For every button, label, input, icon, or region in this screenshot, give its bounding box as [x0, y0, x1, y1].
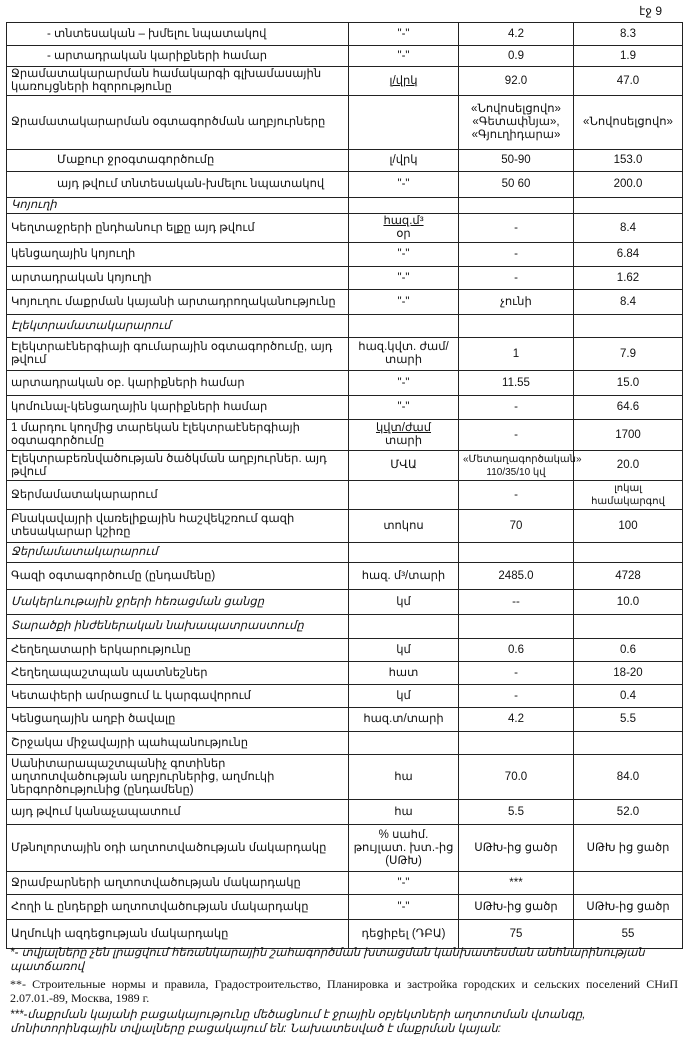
table-row [7, 290, 683, 315]
indicator-name: կենցաղային կոյուղի [7, 243, 349, 267]
footnote-1: *- տվյալները չեն լրացվում հեռանկարային շահագործման խտացման կանխատեսման անհնարինության պատճառով [10, 947, 645, 973]
indicator-name: Տարածքի ինժեներական նախապատրաստումը [7, 615, 349, 639]
existing-value: 1 [459, 338, 574, 371]
projected-value: 64.6 [574, 396, 683, 420]
indicator-name: Կոյուղի [7, 198, 349, 214]
table-row [7, 872, 683, 895]
indicator-name: Մակերևութային ջրերի հեռացման ցանցը [7, 590, 349, 615]
existing-value [459, 315, 574, 338]
unit-cell [349, 481, 459, 510]
footnotes [10, 946, 678, 1039]
projected-value: 8.4 [574, 290, 683, 315]
table-row [7, 920, 683, 949]
indicator-name: Հեղեղատարի երկարությունը [7, 639, 349, 662]
table-row [7, 172, 683, 198]
table-row [7, 685, 683, 708]
projected-value: 200.0 [574, 172, 683, 198]
indicator-name: Հեղեղապաշտպան պատնեշներ [7, 662, 349, 685]
indicator-name: Շրջակա միջավայրի պահպանությունը [7, 732, 349, 755]
projected-value: «Նովոսելցովո» [574, 96, 683, 150]
table-row [7, 615, 683, 639]
table-row [7, 46, 683, 67]
existing-value: ՍԹԽ-ից ցածր [459, 895, 574, 920]
unit-cell: "-" [349, 46, 459, 67]
table-row [7, 420, 683, 451]
indicator-name: Կեղտաջրերի ընդհանուր ելքը այդ թվում [7, 214, 349, 243]
existing-value: - [459, 685, 574, 708]
unit-cell: լ/վրկ [349, 150, 459, 172]
projected-value: ՍԹԽ-ից ցածր [574, 895, 683, 920]
projected-value: 55 [574, 920, 683, 949]
table-row [7, 150, 683, 172]
projected-value: 5.5 [574, 708, 683, 732]
indicator-name: Հողի և ընդերքի աղտոտվածության մակարդակը [7, 895, 349, 920]
indicator-name: Կոյուղու մաքրման կայանի արտադրողականությունը [7, 290, 349, 315]
table-row [7, 243, 683, 267]
projected-value: 153.0 [574, 150, 683, 172]
unit-cell [349, 615, 459, 639]
existing-value: - [459, 662, 574, 685]
indicator-name: արտադրական կոյուղի [7, 267, 349, 290]
existing-value: «Մետաղագործական» 110/35/10 կվ [459, 451, 574, 481]
existing-value: - [459, 420, 574, 451]
table-row [7, 338, 683, 371]
existing-value: 92.0 [459, 67, 574, 96]
projected-value: 1.62 [574, 267, 683, 290]
indicator-name: Մաքուր ջրօգտագործումը [7, 150, 349, 172]
unit-cell: հա [349, 755, 459, 800]
table-row [7, 662, 683, 685]
table-row [7, 23, 683, 46]
table-row [7, 198, 683, 214]
indicator-name: - արտադրական կարիքների համար [7, 46, 349, 67]
table-row [7, 590, 683, 615]
table-row [7, 371, 683, 396]
unit-cell: "-" [349, 243, 459, 267]
existing-value: - [459, 214, 574, 243]
projected-value [574, 198, 683, 214]
projected-value: 15.0 [574, 371, 683, 396]
existing-value: 2485.0 [459, 563, 574, 590]
indicator-name: Ջրամբարների աղտոտվածության մակարդակը [7, 872, 349, 895]
existing-value: 50 60 [459, 172, 574, 198]
unit-cell [349, 315, 459, 338]
indicators-table [6, 22, 683, 949]
existing-value: 70 [459, 510, 574, 543]
indicator-name: Մթնոլորտային օդի աղտոտվածության մակարդակը [7, 825, 349, 872]
table-row [7, 825, 683, 872]
indicator-name: 1 մարդու կողմից տարեկան էլեկտրաէներգիայի օգտագործումը [7, 420, 349, 451]
projected-value: 8.3 [574, 23, 683, 46]
existing-value: - [459, 481, 574, 510]
unit-cell [349, 214, 459, 243]
existing-value [459, 543, 574, 563]
projected-value: 8.4 [574, 214, 683, 243]
table-row [7, 732, 683, 755]
unit-cell [349, 198, 459, 214]
indicator-name: կոմունալ-կենցաղային կարիքների համար [7, 396, 349, 420]
unit-cell [349, 543, 459, 563]
existing-value: -- [459, 590, 574, 615]
indicator-name: Աղմուկի ազդեցության մակարդակը [7, 920, 349, 949]
projected-value [574, 615, 683, 639]
existing-value: ՍԹԽ-ից ցածր [459, 825, 574, 872]
table-row [7, 755, 683, 800]
unit-cell: կմ [349, 639, 459, 662]
unit-denominator: օր [396, 228, 411, 240]
projected-value: 20.0 [574, 451, 683, 481]
indicator-name: արտադրական օբ. կարիքների համար [7, 371, 349, 396]
existing-value: 50-90 [459, 150, 574, 172]
unit-cell: ՄՎԱ [349, 451, 459, 481]
table-row [7, 563, 683, 590]
footnote-3: ***-մաքրման կայանի բացակայությունը մեծացնում է ջրային օբյեկտների աղտոտման վտանգը, մոնիտորինգային տվյալները բացակայում են: Նախատեսված է մաքրման կայան: [10, 1009, 586, 1035]
table-row [7, 96, 683, 150]
projected-value [574, 872, 683, 895]
projected-value: 1700 [574, 420, 683, 451]
unit-cell: "-" [349, 23, 459, 46]
indicator-name: Սանիտարապաշտպանիչ գոտիներ աղտոտվածության աղբյուրներից, աղմուկի ներգործությունից (ընդամենը) [7, 755, 349, 800]
indicator-name: Ջրամատակարարման օգտագործման աղբյուրները [7, 96, 349, 150]
indicator-name: Էլեկտրաէներգիայի գումարային օգտագործումը, այդ թվում [7, 338, 349, 371]
existing-value: - [459, 243, 574, 267]
table-row [7, 451, 683, 481]
projected-value [574, 543, 683, 563]
table-row [7, 214, 683, 243]
unit-cell: հազ.կվտ. ժամ/տարի [349, 338, 459, 371]
unit-cell: հա [349, 800, 459, 825]
unit-cell: "-" [349, 290, 459, 315]
existing-value: 75 [459, 920, 574, 949]
existing-value: - [459, 396, 574, 420]
table-row [7, 510, 683, 543]
existing-value [459, 732, 574, 755]
unit-cell: "-" [349, 396, 459, 420]
table-row [7, 396, 683, 420]
unit-cell: "-" [349, 371, 459, 396]
unit-cell: "-" [349, 172, 459, 198]
indicator-name: Կետափերի ամրացում և կարգավորում [7, 685, 349, 708]
existing-value: 5.5 [459, 800, 574, 825]
existing-value: 70.0 [459, 755, 574, 800]
indicator-name: - տնտեսական – խմելու նպատակով [7, 23, 349, 46]
indicator-name: Կենցաղային աղբի ծավալը [7, 708, 349, 732]
indicator-name: Ջերմամատակարարում [7, 543, 349, 563]
existing-value [459, 615, 574, 639]
indicator-name: այդ թվում կանաչապատում [7, 800, 349, 825]
unit-cell [349, 732, 459, 755]
unit-denominator: տարի [385, 435, 422, 447]
projected-value: 18-20 [574, 662, 683, 685]
table-row [7, 481, 683, 510]
unit-cell: լ/վրկ [349, 67, 459, 96]
unit-cell: տոկոս [349, 510, 459, 543]
projected-value: լոկալ համակարգով [574, 481, 683, 510]
unit-cell: "-" [349, 267, 459, 290]
projected-value: 10.0 [574, 590, 683, 615]
existing-value: 0.6 [459, 639, 574, 662]
unit-cell: հազ.տ/տարի [349, 708, 459, 732]
existing-value: «Նովոսելցովո» «Գետափնյա», «Գյուղիդարա» [459, 96, 574, 150]
table-row [7, 895, 683, 920]
indicator-name: Էլեկտրաբեռնվածության ծածկման աղբյուրներ. այդ թվում [7, 451, 349, 481]
indicator-name: Էլեկտրամատակարարում [7, 315, 349, 338]
table-row [7, 267, 683, 290]
projected-value: 84.0 [574, 755, 683, 800]
existing-value: 11.55 [459, 371, 574, 396]
projected-value: 47.0 [574, 67, 683, 96]
unit-cell: հատ [349, 662, 459, 685]
existing-value: չունի [459, 290, 574, 315]
projected-value: 100 [574, 510, 683, 543]
unit-cell [349, 420, 459, 451]
indicator-name: այդ թվում տնտեսական-խմելու նպատակով [7, 172, 349, 198]
projected-value: 0.6 [574, 639, 683, 662]
unit: հազ.մ³ [383, 215, 424, 227]
unit-cell: դեցիբել (ԴԲԱ) [349, 920, 459, 949]
existing-value: *** [459, 872, 574, 895]
indicator-name: Գազի օգտագործումը (ընդամենը) [7, 563, 349, 590]
table-row [7, 800, 683, 825]
projected-value: 52.0 [574, 800, 683, 825]
table-row [7, 639, 683, 662]
projected-value: 6.84 [574, 243, 683, 267]
projected-value [574, 732, 683, 755]
unit-cell: "-" [349, 872, 459, 895]
existing-value: 4.2 [459, 23, 574, 46]
table-row [7, 543, 683, 563]
table-row [7, 315, 683, 338]
existing-value: 0.9 [459, 46, 574, 67]
unit-cell: կմ [349, 685, 459, 708]
projected-value: 0.4 [574, 685, 683, 708]
projected-value [574, 315, 683, 338]
existing-value: - [459, 267, 574, 290]
indicator-name: Ջրամատակարարման համակարգի գլխամասային կառույցների հզորությունը [7, 67, 349, 96]
projected-value: 1.9 [574, 46, 683, 67]
projected-value: ՍԹԽ ից ցածր [574, 825, 683, 872]
page-number: էջ 9 [639, 4, 662, 18]
unit-cell: կմ [349, 590, 459, 615]
unit-cell [349, 96, 459, 150]
existing-value [459, 198, 574, 214]
footnote-2: **- Строительные нормы и правила, Градостроительство, Планировка и застройка городских и сельских поселений СНиП 2.07.01.-89, Москва, 1989 г. [10, 977, 678, 1005]
projected-value: 7.9 [574, 338, 683, 371]
unit-cell: հազ. մ³/տարի [349, 563, 459, 590]
table-row [7, 708, 683, 732]
projected-value: 4728 [574, 563, 683, 590]
unit-cell: "-" [349, 895, 459, 920]
existing-value: 4.2 [459, 708, 574, 732]
unit: կվտ/ժամ [375, 422, 432, 434]
indicator-name: Ջերմամատակարարում [7, 481, 349, 510]
indicator-name: Բնակավայրի վառելիքային հաշվեկշռում գազի տեսակարար կշիռը [7, 510, 349, 543]
table-row [7, 67, 683, 96]
unit-cell: % սահմ. թույլատ. խտ.-ից (ՍԹԽ) [349, 825, 459, 872]
